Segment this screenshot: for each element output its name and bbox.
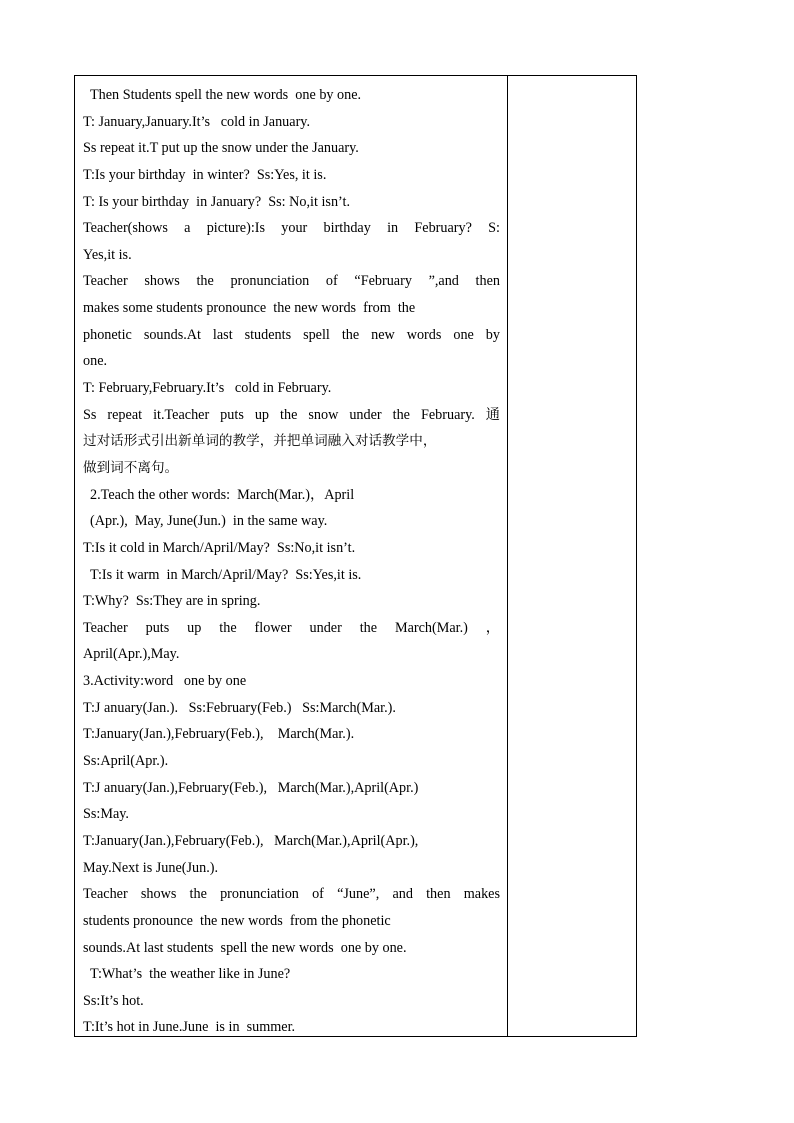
text-line: T:Why? Ss:They are in spring. [83, 593, 261, 610]
text-line: T:Is it cold in March/April/May? Ss:No,it isn’t. [83, 539, 356, 556]
text-line: T:J anuary(Jan.). Ss:February(Feb.) Ss:March(Mar.). [83, 699, 396, 716]
text-line: T:January(Jan.),February(Feb.), March(Mar.). [83, 726, 355, 743]
text-line: T:Is your birthday in winter? Ss:Yes, it is. [83, 166, 327, 183]
text-line: Teacher(shows a picture):Is your birthday in February? S: [83, 220, 500, 237]
text-line: Ss:It’s hot. [83, 992, 144, 1009]
text-line: one. [83, 353, 108, 370]
text-line: 2.Teach the other words: March(Mar.)，April [90, 486, 355, 503]
text-line: students pronounce the new words from the phonetic [83, 912, 391, 929]
text-line: Teacher puts up the flower under the March(Mar.) ， [83, 619, 500, 636]
text-line: April(Apr.),May. [83, 646, 180, 663]
text-line: Then Students spell the new words one by one. [90, 87, 362, 103]
text-line: May.Next is June(Jun.). [83, 859, 219, 876]
text-line: T:It’s hot in June.June is in summer. [83, 1019, 296, 1036]
lesson-content-cell [75, 76, 508, 1036]
text-line: T:J anuary(Jan.),February(Feb.), March(Mar.),April(Apr.) [83, 779, 419, 796]
text-line: 过对话形式引出新单词的教学，并把单词融入对话教学中， [83, 433, 437, 450]
text-line: (Apr.), May, June(Jun.) in the same way. [90, 513, 328, 530]
text-line: phonetic sounds.At last students spell the new words one by [83, 326, 500, 343]
text-line: Ss:April(Apr.). [83, 753, 169, 770]
text-line: T: Is your birthday in January? Ss: No,it isn’t. [83, 193, 350, 210]
text-line: Teacher shows the pronunciation of “February ”,and then [83, 273, 500, 290]
text-line: Ss:May. [83, 806, 129, 823]
text-line: T:January(Jan.),February(Feb.), March(Mar.),April(Apr.), [83, 832, 419, 849]
text-line: T:Is it warm in March/April/May? Ss:Yes,it is. [90, 566, 362, 583]
text-line: makes some students pronounce the new words from the [83, 300, 416, 317]
text-line: 3.Activity:word one by one [83, 673, 247, 690]
text-line: Ss repeat it.T put up the snow under the January. [83, 140, 359, 157]
text-line: Teacher shows the pronunciation of “June”, and then makes [83, 886, 500, 903]
text-line: T:What’s the weather like in June? [90, 966, 291, 983]
text-line: T: January,January.It’s cold in January. [83, 113, 311, 130]
notes-cell [508, 76, 636, 1036]
text-line: sounds.At last students spell the new words one by one. [83, 939, 407, 956]
text-line: Ss repeat it.Teacher puts up the snow under the February. 通 [83, 406, 500, 423]
lesson-table [74, 75, 637, 1037]
text-line: T: February,February.It’s cold in February. [83, 380, 332, 397]
text-line: 做到词不离句。 [83, 459, 179, 476]
text-line: Yes,it is. [83, 246, 132, 263]
